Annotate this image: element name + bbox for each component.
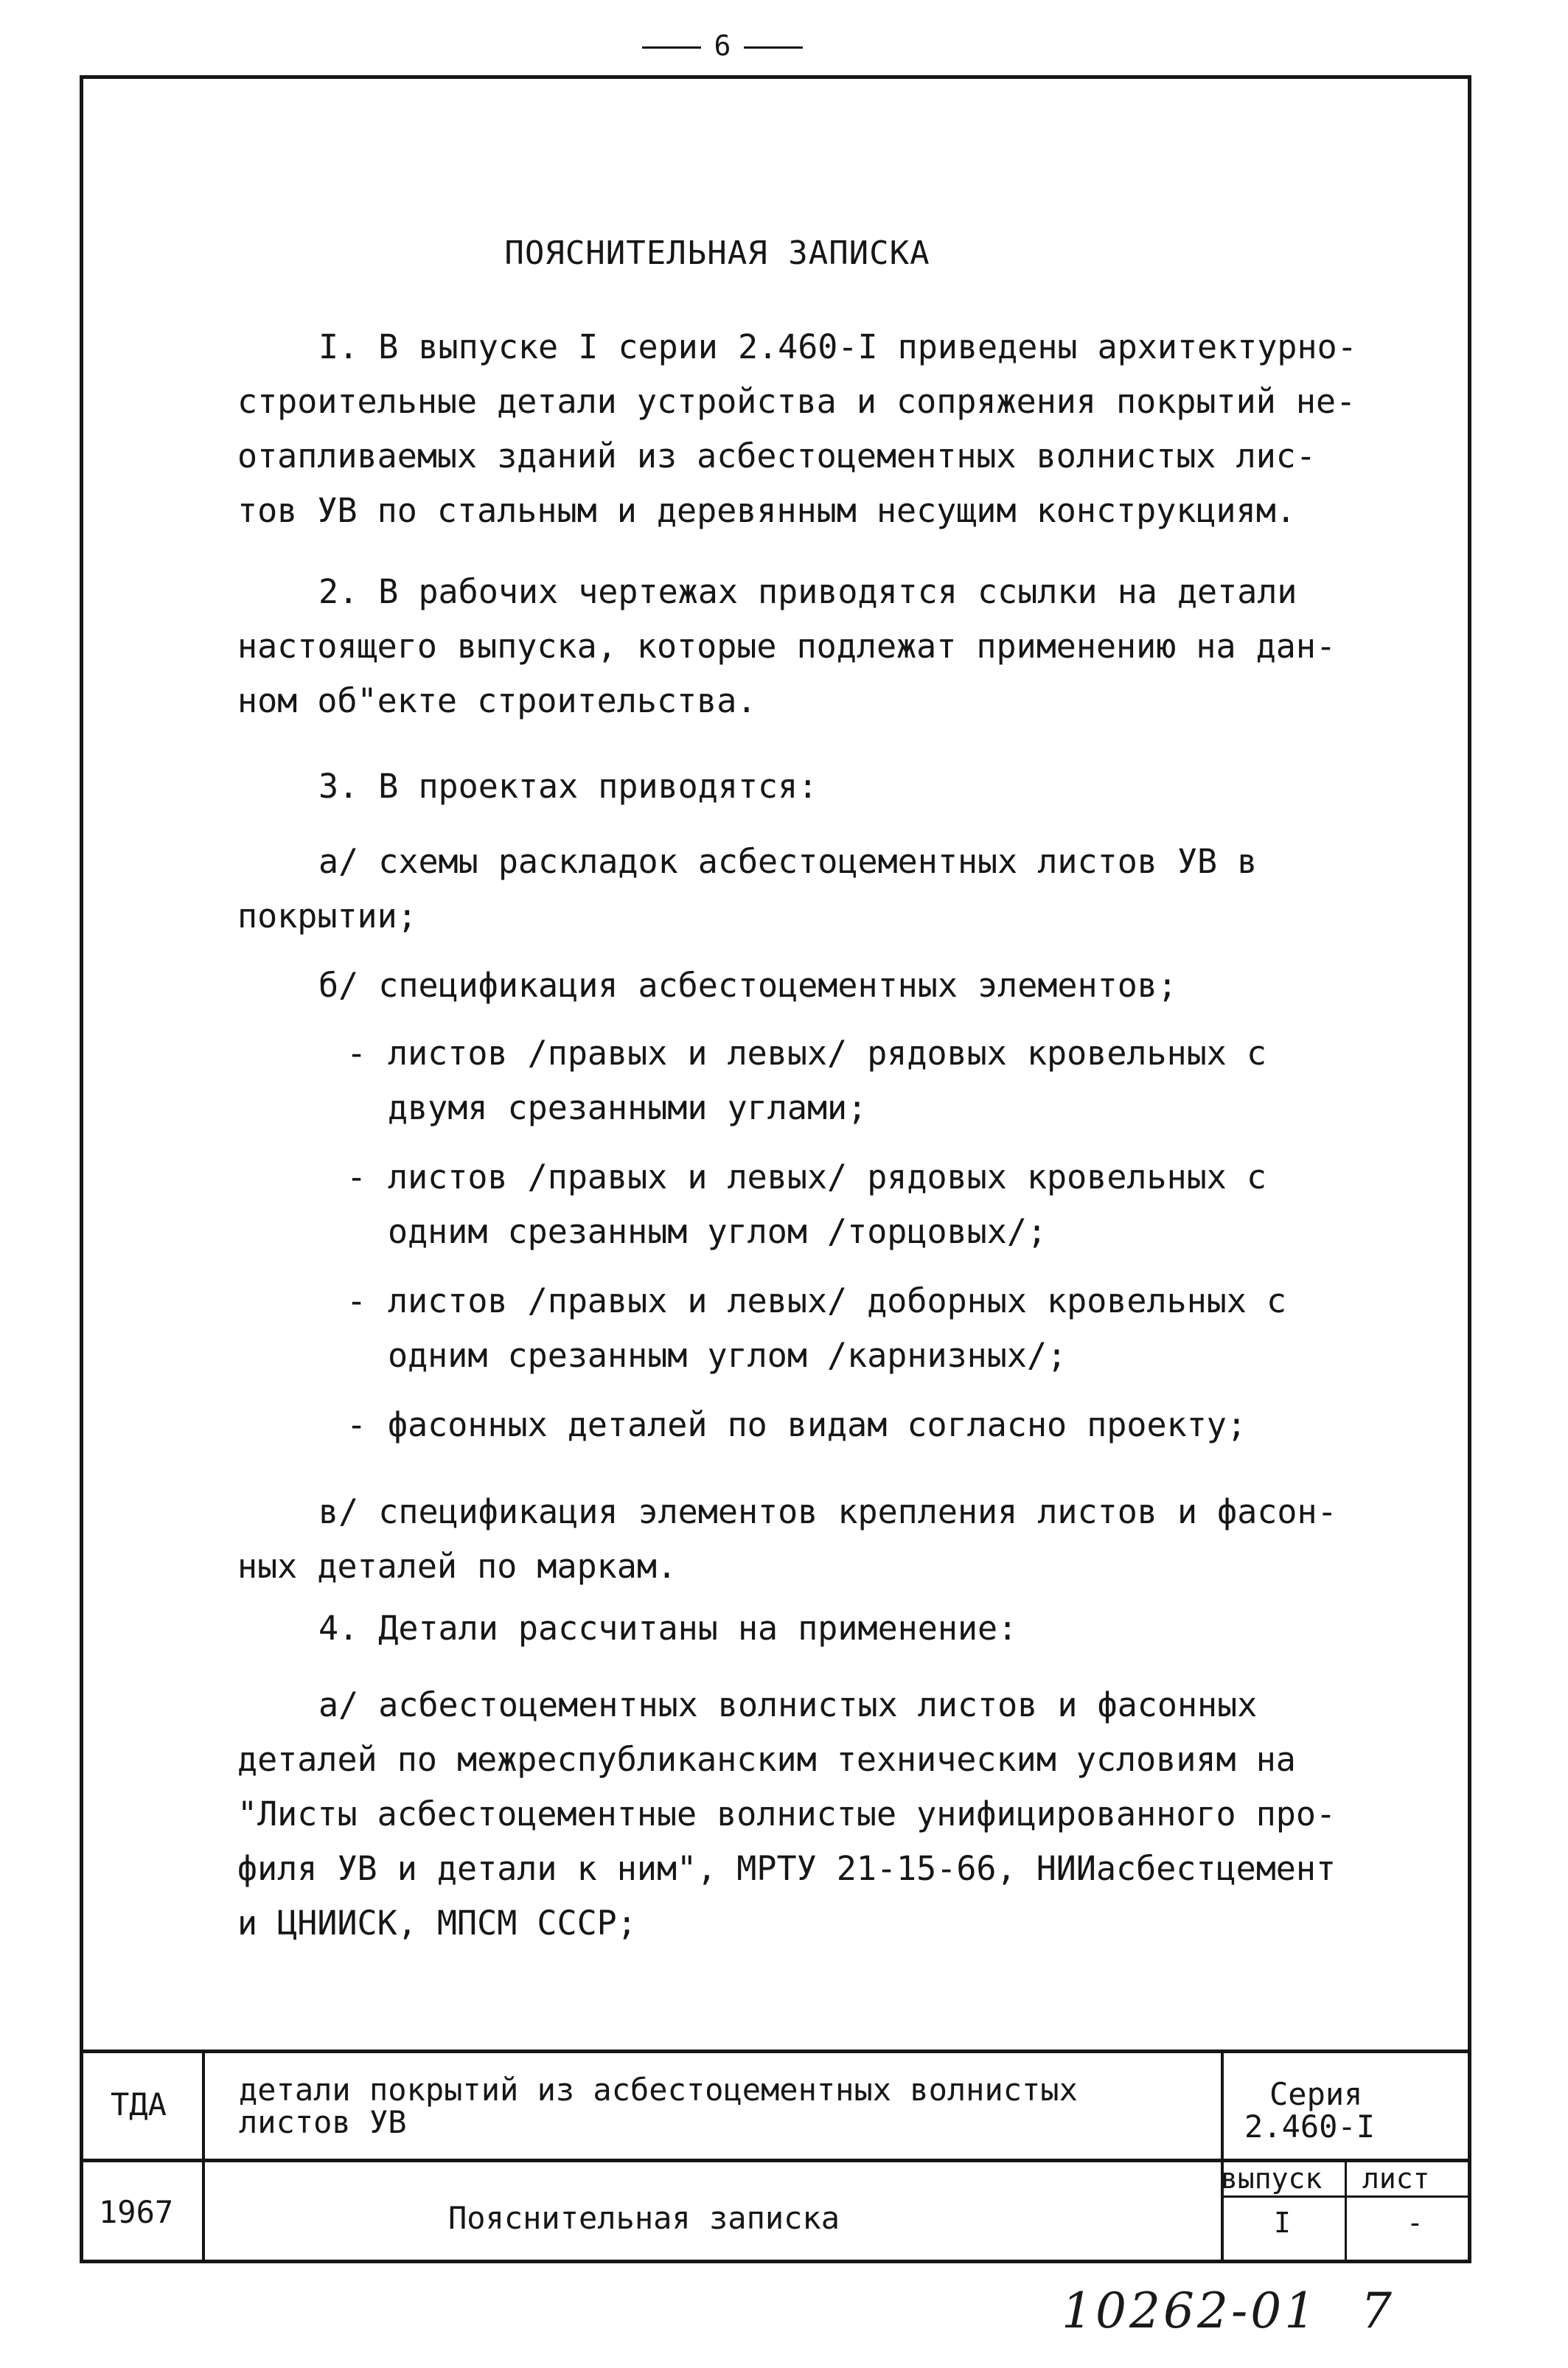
bullet-mark: - — [346, 1281, 367, 1320]
paragraph-3c-line: ных деталей по маркам. — [237, 1547, 677, 1586]
title-block — [80, 2050, 1471, 2263]
title-block-col-divider-3 — [1345, 2159, 1347, 2263]
bullet-mark: - — [346, 1157, 367, 1197]
paragraph-3a-line: а/ схемы раскладок асбестоцементных листов УВ в — [318, 842, 1258, 881]
list-item — [346, 1274, 1286, 1328]
paragraph-4a-line: и ЦНИИСК, МПСМ СССР; — [237, 1904, 637, 1943]
paragraph-4a-line: деталей по межреспубликанским техническим условиям на — [237, 1740, 1296, 1779]
subject-line: листов УВ — [239, 2104, 407, 2140]
page-number — [0, 29, 1445, 62]
issue-label: выпуск — [1221, 2162, 1323, 2195]
list-item-continuation: одним срезанным углом /торцовых/; — [388, 1212, 1048, 1251]
page-number-dash-right — [744, 46, 803, 49]
paragraph-2-line: 2. В рабочих чертежах приводятся ссылки на детали — [318, 572, 1297, 611]
list-item-text: листов /правых и левых/ доборных кровельных с — [388, 1281, 1287, 1320]
series-value: 2.460-I — [1244, 2108, 1376, 2145]
paragraph-2-line: настоящего выпуска, которые подлежат применению на дан- — [237, 627, 1337, 666]
paragraph-4a-line: "Листы асбестоцементные волнистые унифицированного про- — [237, 1794, 1337, 1834]
paragraph-1-line: I. В выпуске I серии 2.460-I приведены архитектурно- — [318, 327, 1357, 366]
paragraph-1-line: строительные детали устройства и сопряжения покрытий не- — [237, 382, 1356, 421]
page-number-text: 6 — [714, 29, 731, 62]
series-label: Серия — [1269, 2076, 1363, 2112]
year: 1967 — [99, 2194, 174, 2230]
list-item-text: листов /правых и левых/ рядовых кровельных с — [388, 1034, 1267, 1073]
paragraph-3c-line: в/ спецификация элементов крепления листов и фасон- — [318, 1492, 1337, 1531]
paragraph-4a-line: а/ асбестоцементных волнистых листов и фасонных — [318, 1685, 1258, 1724]
list-item-text: листов /правых и левых/ рядовых кровельных с — [388, 1157, 1267, 1197]
title-block-col-divider-1 — [202, 2050, 205, 2263]
paragraph-1-line: тов УВ по стальным и деревянным несущим конструкциям. — [237, 491, 1296, 530]
issue-value: I — [1274, 2207, 1291, 2239]
document-name: Пояснительная записка — [448, 2200, 840, 2236]
bullet-mark: - — [346, 1405, 367, 1444]
paragraph-3-heading: 3. В проектах приводятся: — [318, 767, 818, 806]
paragraph-2-line: ном об"екте строительства. — [237, 681, 757, 720]
handwritten-sheet-mark: 7 — [1361, 2282, 1395, 2339]
paragraph-1-line: отапливаемых зданий из асбестоцементных волнистых лис- — [237, 436, 1316, 476]
handwritten-archive-number: 10262-01 — [1062, 2282, 1319, 2339]
sheet-value: - — [1407, 2207, 1424, 2239]
list-item-text: фасонных деталей по видам согласно проекту; — [388, 1405, 1247, 1444]
list-item-continuation: одним срезанным углом /карнизных/; — [388, 1336, 1067, 1375]
list-item — [346, 1150, 1266, 1205]
list-item-continuation: двумя срезанными углами; — [388, 1088, 868, 1127]
bullet-mark: - — [346, 1034, 367, 1073]
paragraph-4-heading: 4. Детали рассчитаны на применение: — [318, 1609, 1018, 1648]
document-title: ПОЯСНИТЕЛЬНАЯ ЗАПИСКА — [504, 234, 930, 272]
page-number-dash-left — [642, 46, 701, 49]
paragraph-3a-line: покрытии; — [237, 896, 417, 936]
org-code: ТДА — [111, 2086, 167, 2123]
subject-line: детали покрытий из асбестоцементных волнистых — [239, 2072, 1078, 2108]
sheet-label: лист — [1362, 2162, 1430, 2195]
title-block-top-rule — [80, 2050, 1471, 2053]
paragraph-3b: б/ спецификация асбестоцементных элементов; — [318, 966, 1177, 1005]
list-item — [346, 1398, 1247, 1452]
paragraph-4a-line: филя УВ и детали к ним", МРТУ 21-15-66, НИИасбестцемент — [237, 1849, 1337, 1888]
list-item — [346, 1026, 1266, 1081]
title-block-col-divider-2 — [1221, 2050, 1224, 2263]
